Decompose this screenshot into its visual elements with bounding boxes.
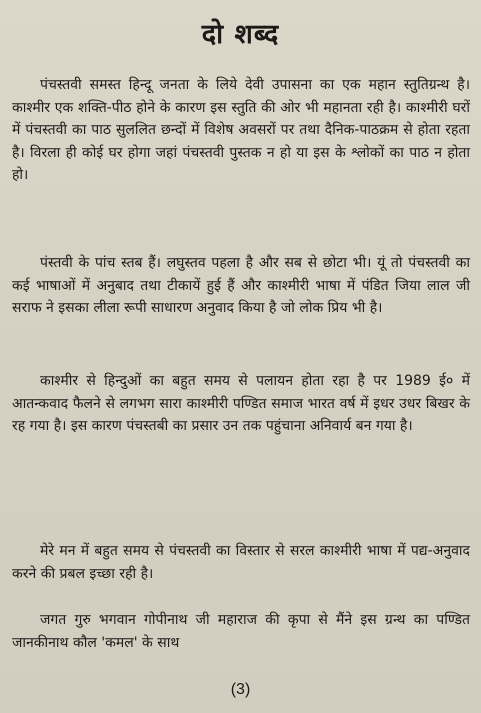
- paragraph-3: काश्मीर से हिन्दुओं का बहुत समय से पलायन होता रहा है पर 1989 ई० में आतन्कवाद फैलने से लगभग सारा काश्मीरी पण्डित समाज भारत वर्ष में इधर उधर बिखर के रह गया है। इस कारण पंचस्तबी का प्रसार उन तक पहुंचाना अनिवार्य बन गया है।: [12, 373, 470, 434]
- paragraph-1: पंचस्तवी समस्त हिन्दू जनता के लिये देवी उपासना का एक महान स्तुतिग्रन्थ है। काश्मीर एक शक्ति-पीठ होने के कारण इस स्तुति की ओर भी महानता रही है। काश्मीरी घरों में पंचस्तवी का पाठ सुललित छन्दों में विशेष अवसरों पर तथा दैनिक-पाठक्रम से होता रहता है। विरला ही कोई घर होगा जहां पंचस्तवी पुस्तक न हो या इस के श्लोकों का पाठ न होता हो।: [12, 77, 470, 183]
- paragraph-2: पंस्तवी के पांच स्तब हैं। लघुस्तव पहला है और सब से छोटा भी। यूं तो पंचस्तवी का कई भाषाओं में अनुबाद तथा टीकायें हुई हैं और काश्मीरी भाषा में पंडित जिया लाल जी सराफ ने इसका लीला रूपी साधारण अनुवाद किया है जो लोक प्रिय भी है।: [12, 255, 470, 316]
- paragraph-4: मेरे मन में बहुत समय से पंचस्तवी का विस्तार से सरल काश्मीरी भाषा में पद्य-अनुवाद करने की प्रबल इच्छा रही है।: [12, 543, 470, 582]
- paragraph-5: जगत गुरु भगवान गोपीनाथ जी महाराज की कृपा से मैंने इस ग्रन्थ का पण्डित जानकीनाथ कौल 'कमल' के साथ: [12, 612, 470, 651]
- page-number: (3): [230, 681, 251, 698]
- page-title: दो शब्द: [201, 19, 280, 50]
